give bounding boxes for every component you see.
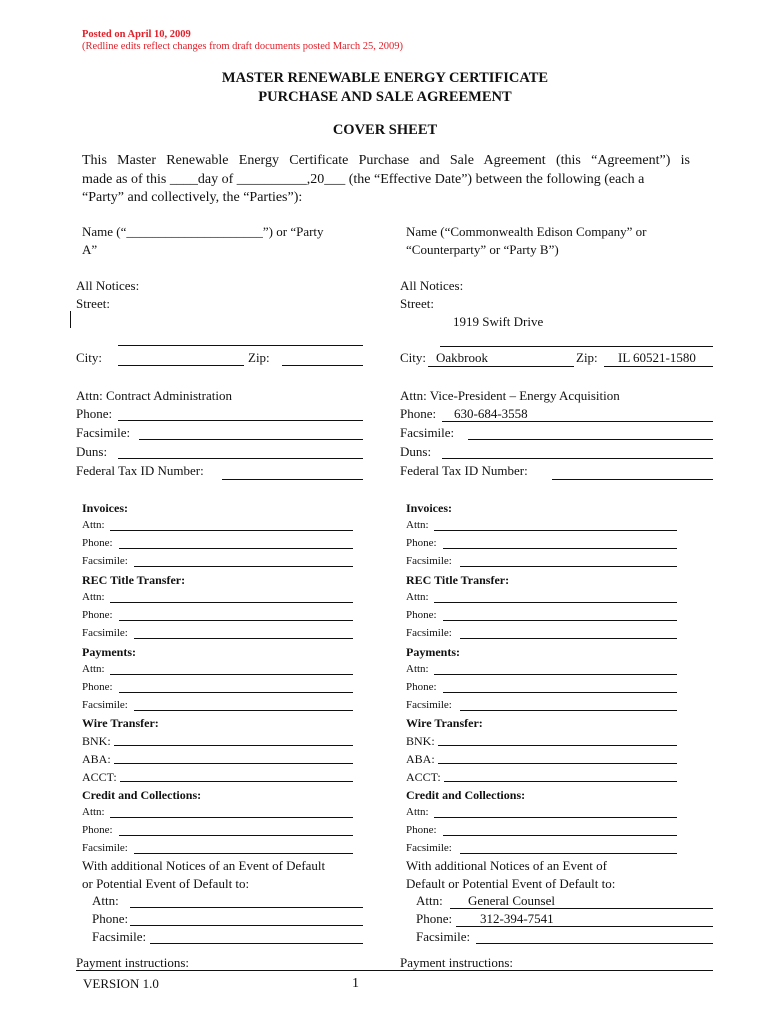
a-rec-phone-label: Phone: <box>82 609 113 621</box>
a-invoices-attn-input[interactable] <box>110 519 353 531</box>
a-default-phone-input[interactable] <box>130 912 363 926</box>
b-rec-heading: REC Title Transfer: <box>406 573 510 587</box>
party-b-street-line <box>440 346 713 347</box>
b-invoices-heading: Invoices: <box>406 501 452 515</box>
b-wire-acct-label: ACCT: <box>406 770 441 784</box>
a-invoices-heading: Invoices: <box>82 501 128 515</box>
b-credit-fax-label: Facsimile: <box>406 842 452 854</box>
b-payments-phone-input[interactable] <box>443 681 677 693</box>
b-payments-attn-label: Attn: <box>406 663 429 675</box>
party-a-phone-input[interactable] <box>118 407 363 421</box>
a-default-fax-input[interactable] <box>150 930 363 944</box>
a-invoices-fax-label: Facsimile: <box>82 555 128 567</box>
b-credit-phone-label: Phone: <box>406 824 437 836</box>
b-rec-attn-label: Attn: <box>406 591 429 603</box>
party-a-duns-label: Duns: <box>76 444 108 459</box>
party-b-zip-label: Zip: <box>576 350 598 365</box>
b-wire-acct-input[interactable] <box>444 770 677 782</box>
party-a-fax-input[interactable] <box>139 426 363 440</box>
b-payments-attn-input[interactable] <box>434 663 677 675</box>
a-credit-phone-input[interactable] <box>119 824 353 836</box>
party-a-phone-label: Phone: <box>76 406 113 421</box>
party-b-duns-input[interactable] <box>442 445 713 459</box>
intro-line-1: This Master Renewable Energy Certificate Purchase and Sale Agreement (this “Agreement”) is <box>82 153 690 168</box>
a-rec-phone-input[interactable] <box>119 609 353 621</box>
party-a-name-line-1: Name (“_____________________”) or “Party <box>82 224 324 239</box>
a-wire-acct-label: ACCT: <box>82 770 117 784</box>
a-wire-bnk-input[interactable] <box>114 734 353 746</box>
b-default-fax-label: Facsimile: <box>416 929 471 944</box>
a-payments-fax-label: Facsimile: <box>82 699 128 711</box>
version-label: VERSION 1.0 <box>83 976 159 991</box>
page-number: 1 <box>352 976 359 991</box>
party-b-fax-label: Facsimile: <box>400 425 455 440</box>
party-b-zip-value: IL 60521-1580 <box>618 350 696 365</box>
a-rec-fax-label: Facsimile: <box>82 627 128 639</box>
b-payments-heading: Payments: <box>406 645 460 659</box>
b-rec-fax-input[interactable] <box>460 627 677 639</box>
a-rec-heading: REC Title Transfer: <box>82 573 186 587</box>
posted-date: Posted on April 10, 2009 <box>82 29 191 40</box>
title-line-2: PURCHASE AND SALE AGREEMENT <box>258 89 512 105</box>
a-invoices-phone-label: Phone: <box>82 537 113 549</box>
party-b-phone-label: Phone: <box>400 406 437 421</box>
party-a-name-line-2: A” <box>82 242 98 257</box>
b-invoices-attn-label: Attn: <box>406 519 429 531</box>
b-default-phone-label: Phone: <box>416 911 453 926</box>
b-wire-bnk-input[interactable] <box>438 734 677 746</box>
party-b-fed-tax-label: Federal Tax ID Number: <box>400 463 528 478</box>
party-b-street-value: 1919 Swift Drive <box>453 314 544 329</box>
b-default-phone-value: 312-394-7541 <box>480 911 554 926</box>
party-a-fed-tax-input[interactable] <box>222 466 363 480</box>
b-invoices-phone-input[interactable] <box>443 537 677 549</box>
a-wire-bnk-label: BNK: <box>82 734 111 748</box>
party-b-attn: Attn: Vice-President – Energy Acquisition <box>400 388 620 403</box>
a-rec-attn-label: Attn: <box>82 591 105 603</box>
a-default-phone-label: Phone: <box>92 911 129 926</box>
a-default-line-2: or Potential Event of Default to: <box>82 876 250 891</box>
a-default-line-1: With additional Notices of an Event of Default <box>82 858 326 873</box>
a-rec-fax-input[interactable] <box>134 627 353 639</box>
party-a-attn: Attn: Contract Administration <box>76 388 232 403</box>
b-wire-bnk-label: BNK: <box>406 734 435 748</box>
party-a-city-input[interactable] <box>118 352 244 366</box>
b-wire-heading: Wire Transfer: <box>406 716 483 730</box>
a-wire-aba-input[interactable] <box>114 752 353 764</box>
b-default-line-1: With additional Notices of an Event of <box>406 858 607 873</box>
party-b-street-label: Street: <box>400 296 434 311</box>
a-credit-fax-label: Facsimile: <box>82 842 128 854</box>
redline-note: (Redline edits reflect changes from draft documents posted March 25, 2009) <box>82 41 404 52</box>
party-a-zip-label: Zip: <box>248 350 270 365</box>
a-payments-attn-label: Attn: <box>82 663 105 675</box>
b-rec-phone-input[interactable] <box>443 609 677 621</box>
b-payments-fax-input[interactable] <box>460 699 677 711</box>
b-invoices-fax-label: Facsimile: <box>406 555 452 567</box>
a-default-fax-label: Facsimile: <box>92 929 147 944</box>
party-b-city-label: City: <box>400 350 427 365</box>
a-payment-instructions: Payment instructions: <box>76 955 190 970</box>
cover-sheet-heading: COVER SHEET <box>332 122 438 138</box>
a-credit-phone-label: Phone: <box>82 824 113 836</box>
a-payments-phone-label: Phone: <box>82 681 113 693</box>
party-b-city-value: Oakbrook <box>436 350 488 365</box>
b-payment-instructions: Payment instructions: <box>400 955 514 970</box>
party-a-fed-tax-label: Federal Tax ID Number: <box>76 463 204 478</box>
b-rec-phone-label: Phone: <box>406 609 437 621</box>
b-invoices-fax-input[interactable] <box>460 555 677 567</box>
a-credit-fax-input[interactable] <box>134 842 353 854</box>
a-invoices-phone-input[interactable] <box>119 537 353 549</box>
title-line-1: MASTER RENEWABLE ENERGY CERTIFICATE <box>221 70 549 86</box>
a-rec-attn-input[interactable] <box>110 591 353 603</box>
b-wire-aba-label: ABA: <box>406 752 435 766</box>
b-default-fax-input[interactable] <box>476 930 713 944</box>
intro-line-2: made as of this ____day of __________,20___ (the “Effective Date”) between the following (each a <box>82 172 645 187</box>
a-credit-attn-label: Attn: <box>82 806 105 818</box>
a-payments-fax-input[interactable] <box>134 699 353 711</box>
a-default-attn-input[interactable] <box>130 894 363 908</box>
a-payments-phone-input[interactable] <box>119 681 353 693</box>
b-rec-fax-label: Facsimile: <box>406 627 452 639</box>
party-b-duns-label: Duns: <box>400 444 432 459</box>
party-a-street-label: Street: <box>76 296 110 311</box>
party-b-zip-line <box>604 366 713 367</box>
b-credit-fax-input[interactable] <box>460 842 677 854</box>
party-a-city-label: City: <box>76 350 103 365</box>
party-a-street-input[interactable] <box>118 332 363 346</box>
party-a-fax-label: Facsimile: <box>76 425 131 440</box>
a-invoices-attn-label: Attn: <box>82 519 105 531</box>
a-wire-heading: Wire Transfer: <box>82 716 159 730</box>
a-invoices-fax-input[interactable] <box>134 555 353 567</box>
party-a-notices-label: All Notices: <box>76 278 140 293</box>
party-b-notices-label: All Notices: <box>400 278 464 293</box>
a-credit-attn-input[interactable] <box>110 806 353 818</box>
b-credit-attn-input[interactable] <box>434 806 677 818</box>
footer-rule <box>76 970 713 971</box>
intro-line-3: “Party” and collectively, the “Parties”): <box>82 190 303 205</box>
b-credit-attn-label: Attn: <box>406 806 429 818</box>
b-credit-phone-input[interactable] <box>443 824 677 836</box>
b-payments-fax-label: Facsimile: <box>406 699 452 711</box>
party-b-fed-tax-input[interactable] <box>552 466 713 480</box>
a-wire-acct-input[interactable] <box>120 770 353 782</box>
party-b-name-line-2: “Counterparty” or “Party B”) <box>406 242 559 257</box>
b-invoices-attn-input[interactable] <box>434 519 677 531</box>
a-wire-aba-label: ABA: <box>82 752 111 766</box>
a-credit-heading: Credit and Collections: <box>82 788 202 802</box>
b-wire-aba-input[interactable] <box>438 752 677 764</box>
a-payments-attn-input[interactable] <box>110 663 353 675</box>
b-default-attn-label: Attn: <box>416 893 443 908</box>
b-default-line-2: Default or Potential Event of Default to: <box>406 876 616 891</box>
party-a-duns-input[interactable] <box>118 445 363 459</box>
a-default-attn-label: Attn: <box>92 893 119 908</box>
b-credit-heading: Credit and Collections: <box>406 788 526 802</box>
party-b-name-line-1: Name (“Commonwealth Edison Company” or <box>406 224 647 239</box>
a-payments-heading: Payments: <box>82 645 136 659</box>
b-default-attn-value: General Counsel <box>468 893 556 908</box>
b-invoices-phone-label: Phone: <box>406 537 437 549</box>
b-payments-phone-label: Phone: <box>406 681 437 693</box>
b-rec-attn-input[interactable] <box>434 591 677 603</box>
party-b-city-line <box>428 366 574 367</box>
party-b-fax-input[interactable] <box>468 426 713 440</box>
text-cursor <box>70 311 71 328</box>
party-a-zip-input[interactable] <box>282 352 363 366</box>
party-b-phone-value: 630-684-3558 <box>454 406 528 421</box>
